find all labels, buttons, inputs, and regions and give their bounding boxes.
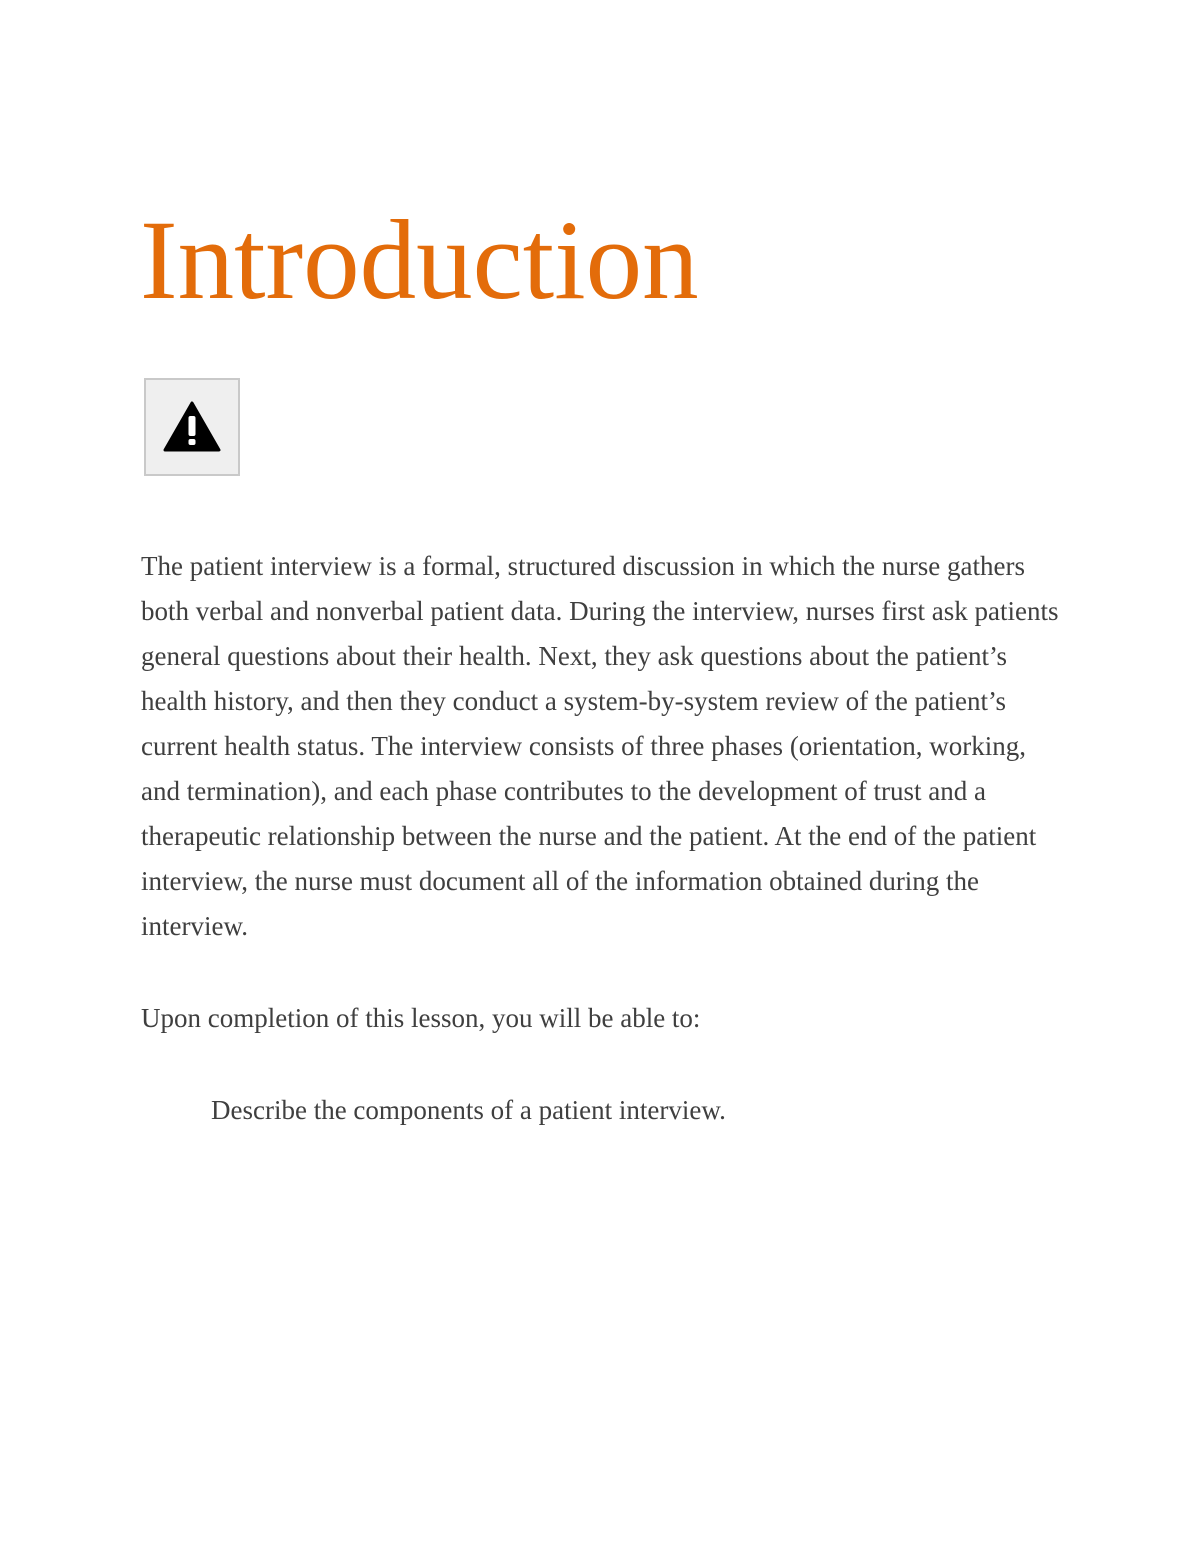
warning-icon (163, 401, 221, 453)
objectives-intro: Upon completion of this lesson, you will be able to: (141, 1003, 701, 1033)
page-title: Introduction (140, 198, 699, 323)
objective-item: Describe the components of a patient interview. (211, 1095, 726, 1125)
broken-image-placeholder (144, 378, 240, 476)
intro-paragraph: The patient interview is a formal, structured discussion in which the nurse gathers both verbal and nonverbal patient data. During the interview, nurses first ask patients general questions about their health. Next, they ask questions about the patient’s health history, and then they conduct a system-by-system review of the patient’s current health status. The interview consists of three phases (orientation, working, and termination), and each phase contributes to the development of trust and a therapeutic relationship between the nurse and the patient. At the end of the patient interview, the nurse must document all of the information obtained during the interview. (141, 551, 1059, 941)
